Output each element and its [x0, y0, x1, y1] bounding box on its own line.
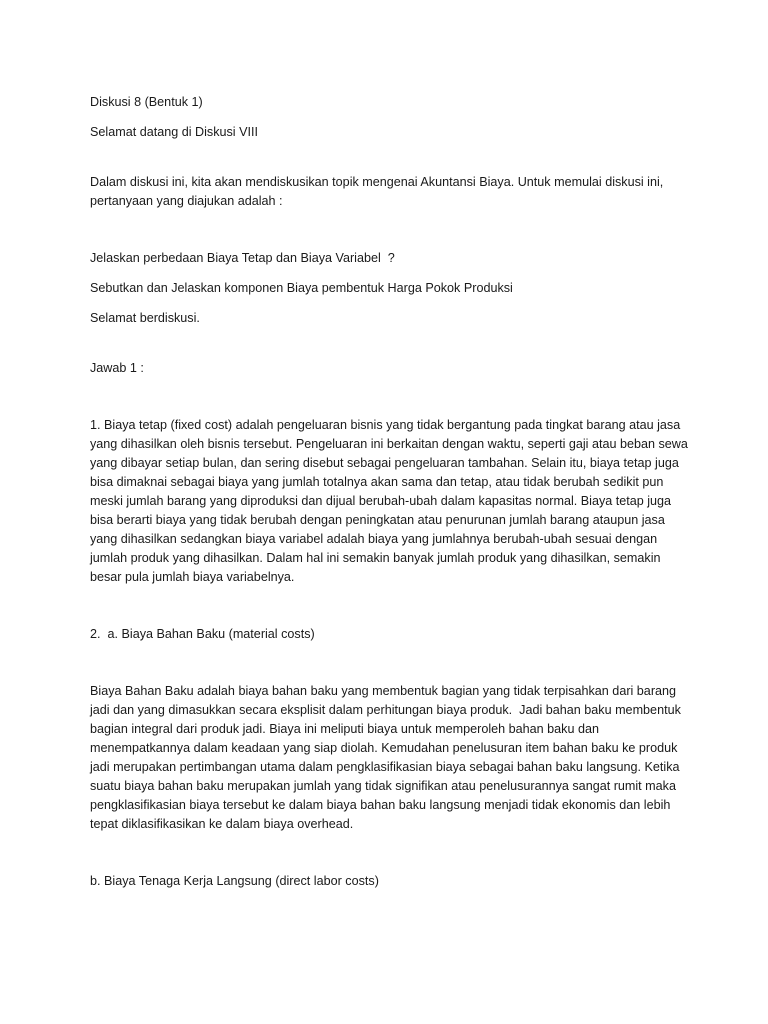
closing-text: Selamat berdiskusi. [90, 311, 200, 325]
answer-1-paragraph: 1. Biaya tetap (fixed cost) adalah pengeluaran bisnis yang tidak bergantung pada tingkat barang atau jasa yang dihasilkan oleh bisnis tersebut. Pengeluaran ini berkaitan dengan waktu, seperti gaji atau beban sewa yang dibayar setiap bulan, dan sering disebut sebagai pengeluaran tambahan. Selain itu, biaya tetap juga bisa dimaknai sebagai biaya yang jumlah totalnya akan sama dan tetap, atau tidak berubah sedikit pun meski jumlah barang yang diproduksi dan dijual berubah-ubah dalam kapasitas normal. Biaya tetap juga bisa berarti biaya yang tidak berubah dengan peningkatan atau penurunan jumlah barang ataupun jasa yang dihasilkan sedangkan biaya variabel adalah biaya yang jumlahnya berubah-ubah sesuai dengan jumlah produk yang dihasilkan. Dalam hal ini semakin banyak jumlah produk yang dihasilkan, semakin besar pula jumlah biaya variabelnya. [90, 418, 692, 584]
spacer [90, 328, 690, 359]
answer-2a-heading: 2. a. Biaya Bahan Baku (material costs) [90, 627, 315, 641]
spacer [90, 268, 690, 279]
document-heading: Diskusi 8 (Bentuk 1) [90, 95, 203, 109]
question-1: Jelaskan perbedaan Biaya Tetap dan Biaya Variabel ? [90, 251, 395, 265]
answer-2a-paragraph: Biaya Bahan Baku adalah biaya bahan baku yang membentuk bagian yang tidak terpisahkan dari barang jadi dan yang dimasukkan secara eksplisit dalam perhitungan biaya produk. Jadi bahan baku membentuk bagian integral dari produk jadi. Biaya ini meliputi biaya untuk memperoleh bahan baku dan menempatkannya dalam keadaan yang siap diolah. Kemudahan penelusuran item bahan baku ke produk jadi merupakan pertimbangan utama dalam pengklasifikasian biaya sebagai bahan baku langsung. Ketika suatu biaya bahan baku merupakan jumlah yang tidak signifikan atau penelusurannya sangat rumit maka pengklasifikasian biaya tersebut ke dalam biaya bahan baku langsung menjadi tidak ekonomis dan lebih tepat diklasifikasikan ke dalam biaya overhead. [90, 684, 685, 831]
spacer [90, 378, 690, 416]
document-body [90, 93, 690, 891]
spacer [90, 298, 690, 309]
spacer [90, 112, 690, 123]
spacer [90, 834, 690, 872]
spacer [90, 587, 690, 625]
spacer [90, 211, 690, 249]
answer-2b-heading: b. Biaya Tenaga Kerja Langsung (direct labor costs) [90, 874, 379, 888]
spacer [90, 644, 690, 682]
spacer [90, 142, 690, 173]
question-2: Sebutkan dan Jelaskan komponen Biaya pembentuk Harga Pokok Produksi [90, 281, 513, 295]
welcome-text: Selamat datang di Diskusi VIII [90, 125, 258, 139]
answer-label: Jawab 1 : [90, 361, 144, 375]
intro-paragraph: Dalam diskusi ini, kita akan mendiskusikan topik mengenai Akuntansi Biaya. Untuk memulai diskusi ini, pertanyaan yang diajukan adalah : [90, 175, 667, 208]
